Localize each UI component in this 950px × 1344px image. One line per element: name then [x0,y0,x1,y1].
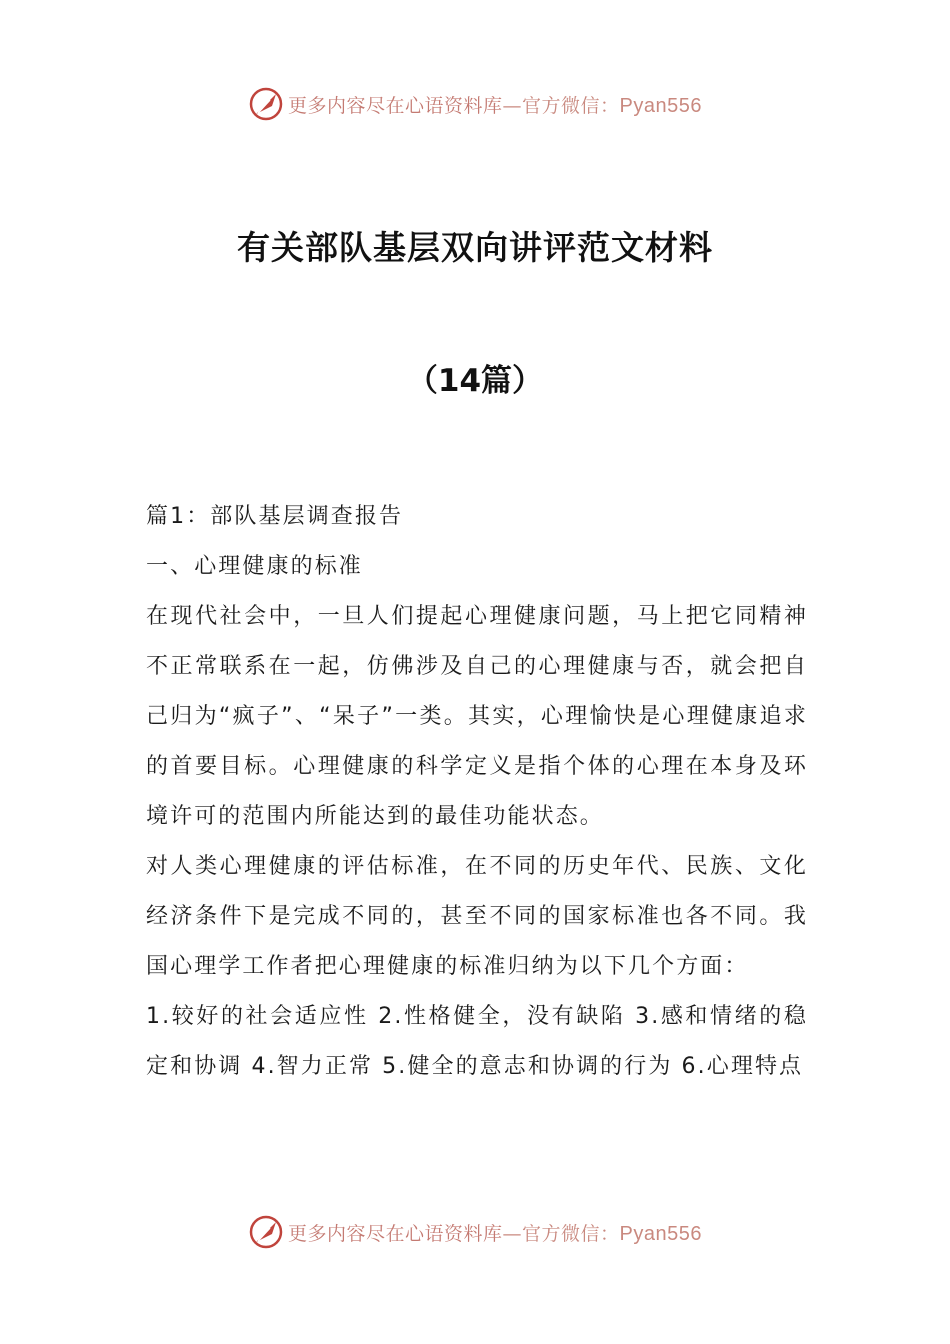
footer-banner [0,1212,950,1252]
section-heading: 篇1：部队基层调查报告 [146,504,404,529]
banner-wechat-id: Pyan556 [619,94,702,117]
banner-dash: — [502,94,523,117]
subsection-heading: 一、心理健康的标准 [146,554,363,579]
body-paragraph: 对人类心理健康的评估标准，在不同的历史年代、民族、文化经济条件下是完成不同的，甚至不同的国家标准也各不同。我国心理学工作者把心理健康的标准归纳为以下几个方面： [146,854,808,979]
body-paragraph: 1.较好的社会适应性 2.性格健全，没有缺陷 3.感和情绪的稳定和协调 4.智力正常 5.健全的意志和协调的行为 6.心理特点 [146,1004,808,1079]
banner-text [288,91,702,118]
banner-text [288,1219,702,1246]
quill-logo-icon [248,1214,284,1250]
body-paragraph: 在现代社会中，一旦人们提起心理健康问题，马上把它同精神不正常联系在一起，仿佛涉及自己的心理健康与否，就会把自己归为“疯子”、“呆子”一类。其实，心理愉快是心理健康追求的首要目标。心理健康的科学定义是指个体的心理在本身及环境许可的范围内所能达到的最佳功能状态。 [146,604,808,829]
banner-dash: — [502,1222,523,1245]
banner-brand: 更多内容尽在心语资料库 [288,1222,503,1245]
banner-wechat-label: 官方微信： [522,94,620,117]
document-subtitle: （14篇） [406,363,544,399]
header-banner [0,84,950,124]
banner-wechat-label: 官方微信： [522,1222,620,1245]
banner-brand: 更多内容尽在心语资料库 [288,94,503,117]
quill-logo-icon [248,86,284,122]
banner-wechat-id: Pyan556 [619,1222,702,1245]
document-title: 有关部队基层双向讲评范文材料 [237,228,713,267]
document-body [146,492,808,1092]
